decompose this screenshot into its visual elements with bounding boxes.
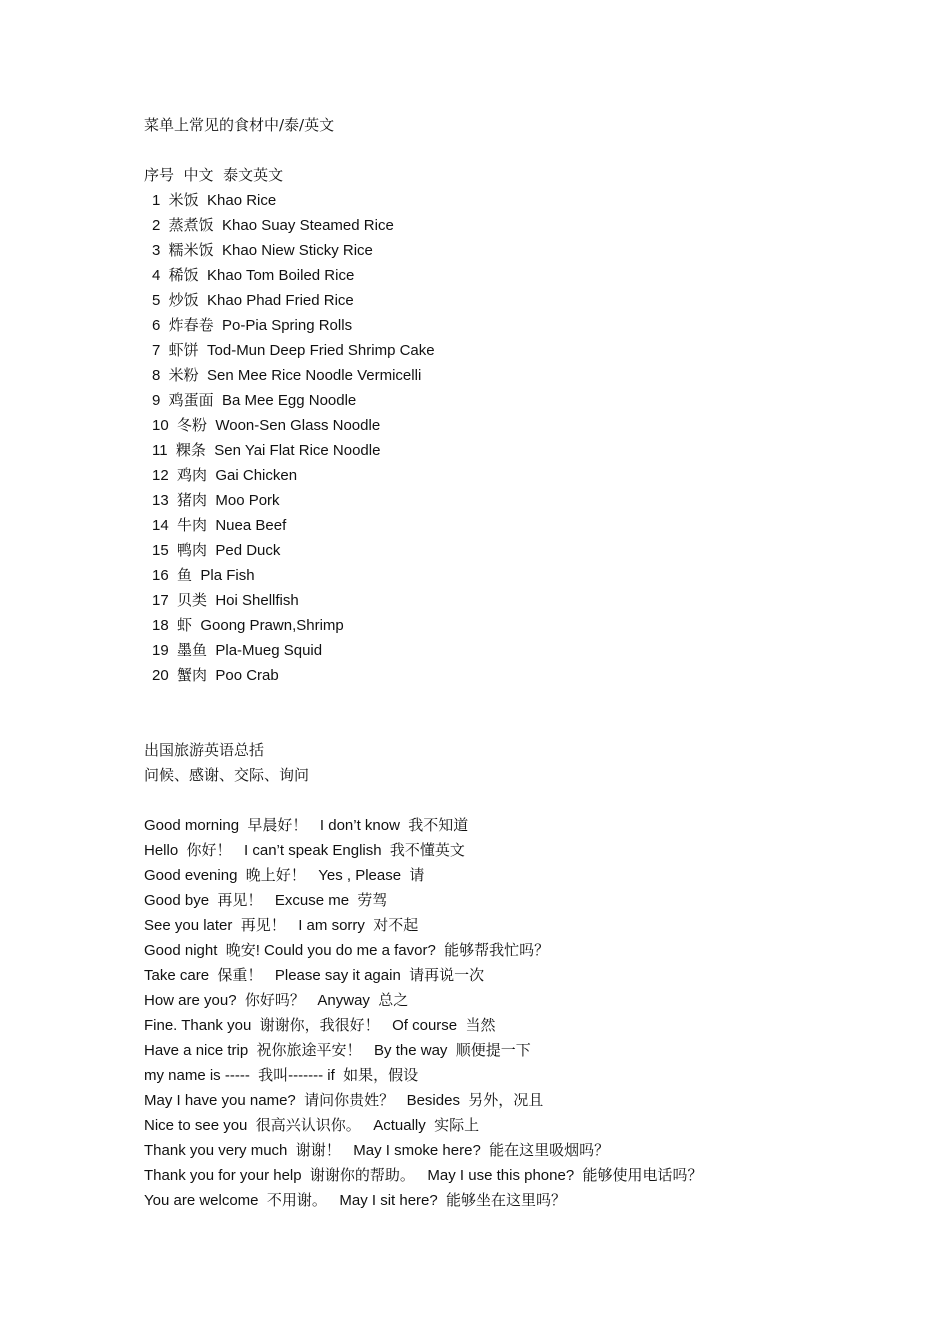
travel-section-title: 出国旅游英语总括 xyxy=(144,741,265,759)
menu-item: 3 糯米饭 Khao Niew Sticky Rice xyxy=(152,242,373,259)
menu-item: 16 鱼 Pla Fish xyxy=(152,567,255,584)
menu-item: 5 炒饭 Khao Phad Fried Rice xyxy=(152,292,354,309)
spacer xyxy=(144,688,904,738)
menu-item: 14 牛肉 Nuea Beef xyxy=(152,517,287,534)
menu-item: 8 米粉 Sen Mee Rice Noodle Vermicelli xyxy=(152,367,422,384)
phrase-line: Take care 保重！ Please say it again 请再说一次 xyxy=(144,967,485,984)
menu-item: 10 冬粉 Woon-Sen Glass Noodle xyxy=(152,417,381,434)
phrase-line: Thank you for your help 谢谢你的帮助。 May I use this phone? 能够使用电话吗？ xyxy=(144,1167,703,1184)
menu-item: 12 鸡肉 Gai Chicken xyxy=(152,467,298,484)
phrase-line: Good night 晚安! Could you do me a favor? 能够帮我忙吗？ xyxy=(144,942,550,959)
phrase-line: Nice to see you 很高兴认识你。 Actually 实际上 xyxy=(144,1117,480,1134)
phrase-line: my name is ----- 我叫------- if 如果，假设 xyxy=(144,1067,419,1084)
menu-item: 2 蒸煮饭 Khao Suay Steamed Rice xyxy=(152,217,394,234)
phrase-line: How are you? 你好吗？ Anyway 总之 xyxy=(144,992,409,1009)
phrase-line: Good evening 晚上好！ Yes , Please 请 xyxy=(144,867,425,884)
menu-table-header: 序号 中文 泰文英文 xyxy=(144,166,284,184)
phrase-line: Good morning 早晨好！ I don’t know 我不知道 xyxy=(144,817,469,834)
phrase-line: Hello 你好！ I can’t speak English 我不懂英文 xyxy=(144,842,465,859)
menu-item: 1 米饭 Khao Rice xyxy=(152,192,277,209)
phrase-line: Have a nice trip 祝你旅途平安！ By the way 顺便提一下 xyxy=(144,1042,531,1059)
phrase-line: Fine. Thank you 谢谢你，我很好！ Of course 当然 xyxy=(144,1017,496,1034)
phrase-list xyxy=(144,813,904,1213)
menu-item: 18 虾 Goong Prawn,Shrimp xyxy=(152,617,344,634)
travel-section-subtitle: 问候、感谢、交际、询问 xyxy=(144,766,310,784)
phrase-line: You are welcome 不用谢。 May I sit here? 能够坐在这里吗？ xyxy=(144,1192,567,1209)
document-page xyxy=(144,113,904,1213)
menu-item: 19 墨鱼 Pla-Mueg Squid xyxy=(152,642,323,659)
spacer xyxy=(144,138,904,163)
menu-item: 4 稀饭 Khao Tom Boiled Rice xyxy=(152,267,355,284)
menu-item: 9 鸡蛋面 Ba Mee Egg Noodle xyxy=(152,392,357,409)
menu-item: 15 鸭肉 Ped Duck xyxy=(152,542,281,559)
menu-item: 20 蟹肉 Poo Crab xyxy=(152,667,279,684)
menu-item: 7 虾饼 Tod-Mun Deep Fried Shrimp Cake xyxy=(152,342,435,359)
menu-item: 6 炸春卷 Po-Pia Spring Rolls xyxy=(152,317,353,334)
menu-item: 11 粿条 Sen Yai Flat Rice Noodle xyxy=(152,442,381,459)
phrase-line: May I have you name? 请问你贵姓？ Besides 另外，况且 xyxy=(144,1092,544,1109)
menu-item: 13 猪肉 Moo Pork xyxy=(152,492,280,509)
spacer xyxy=(144,788,904,813)
menu-item: 17 贝类 Hoi Shellfish xyxy=(152,592,299,609)
phrase-line: See you later 再见！ I am sorry 对不起 xyxy=(144,917,419,934)
phrase-line: Good bye 再见！ Excuse me 劳驾 xyxy=(144,892,388,909)
menu-section-title: 菜单上常见的食材中/泰/英文 xyxy=(144,116,335,134)
menu-items-list xyxy=(144,188,904,688)
phrase-line: Thank you very much 谢谢！ May I smoke here? 能在这里吸烟吗？ xyxy=(144,1142,610,1159)
